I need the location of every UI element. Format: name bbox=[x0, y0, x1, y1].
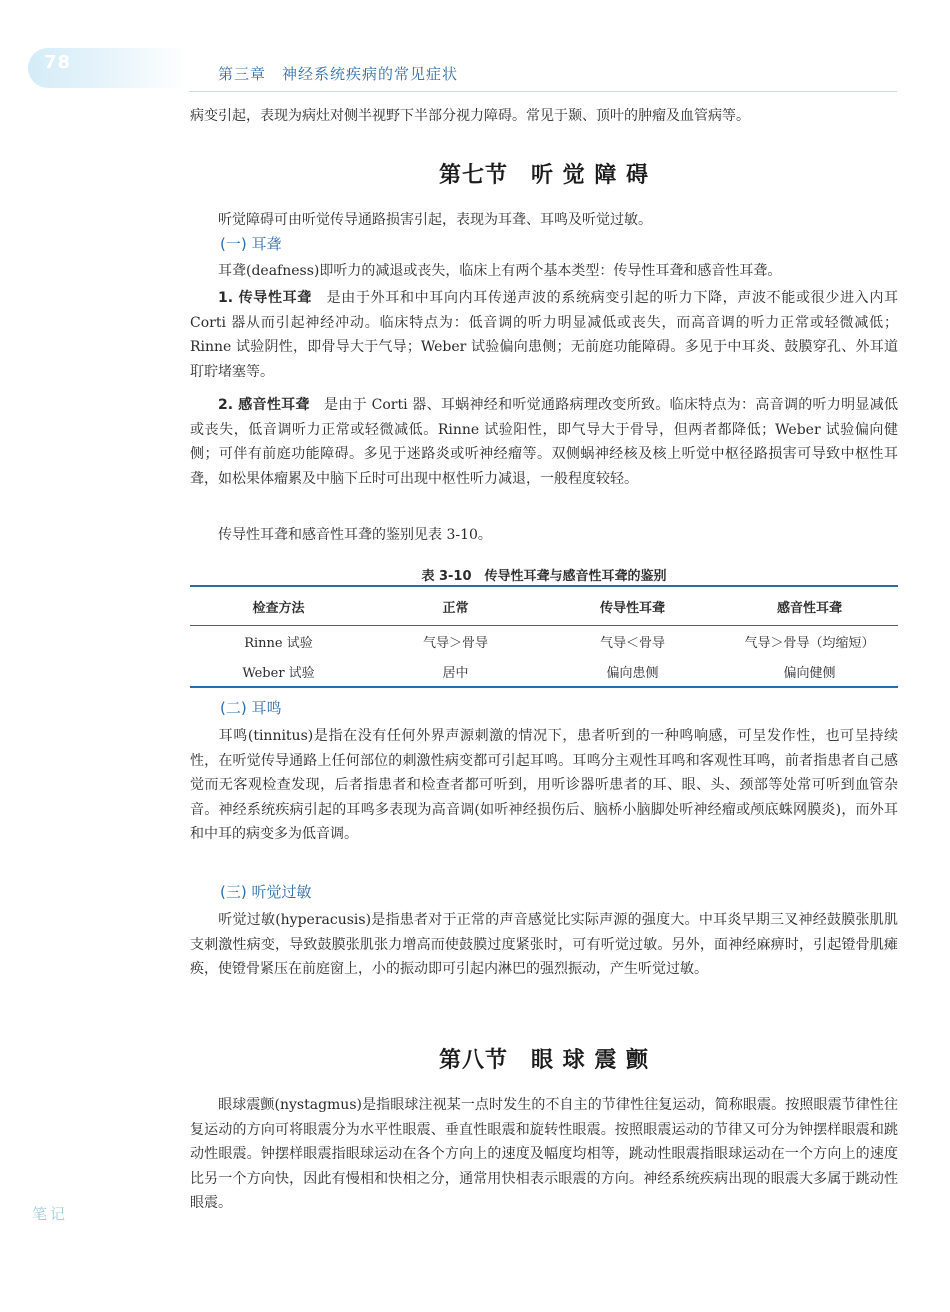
deafness-para: 耳聋(deafness)即听力的减退或丧失，临床上有两个基本类型：传导性耳聋和感音性耳聋。 bbox=[218, 263, 782, 279]
table-header-row bbox=[190, 586, 898, 626]
page-number: 78 bbox=[44, 52, 72, 73]
table-header-normal: 正常 bbox=[367, 586, 544, 626]
section-7-intro: 听觉障碍可由听觉传导通路损害引起，表现为耳聋、耳鸣及听觉过敏。 bbox=[218, 212, 652, 228]
deafness-heading: (一) 耳聋 bbox=[220, 235, 282, 253]
section-7-title: 第七节 听 觉 障 碍 bbox=[439, 163, 649, 188]
hyperacusis-para: 听觉过敏(hyperacusis)是指患者对于正常的声音感觉比实际声源的强度大。中耳炎早期三叉神经鼓膜张肌肌支刺激性病变，导致鼓膜张肌张力增高而使鼓膜过度紧张时，可有听觉过敏。另外，面神经麻痹时，引起镫骨肌瘫痪，使镫骨紧压在前庭窗上，小的振动即可引起内淋巴的强烈振动，产生听觉过敏。 bbox=[190, 912, 898, 977]
tinnitus-heading: (二) 耳鸣 bbox=[220, 699, 282, 717]
sensorineural-deafness-para: 2. 感音性耳聋 是由于 Corti 器、耳蜗神经和听觉通路病理改变所致。临床特点为：高音调的听力明显减低或丧失，低音调听力正常或轻微减低。Rinne 试验阳性，即气导大于骨导，但两者都降低；Weber 试验偏向健侧；可伴有前庭功能障碍。多见于迷路炎或听神经瘤等。双侧蜗神经核及核上听觉中枢径路损害可导致中枢性耳聋，如松果体瘤累及中脑下丘时可出现中枢性听力减退，一般程度较轻。 bbox=[190, 397, 898, 487]
table-cell: 偏向患侧 bbox=[544, 656, 721, 687]
table-cell: 偏向健侧 bbox=[721, 656, 898, 687]
nystagmus-para: 眼球震颤(nystagmus)是指眼球注视某一点时发生的不自主的节律性往复运动，简称眼震。按照眼震节律性往复运动的方向可将眼震分为水平性眼震、垂直性眼震和旋转性眼震。按照眼震运动的节律又可分为钟摆样眼震和跳动性眼震。钟摆样眼震指眼球运动在各个方向上的速度及幅度均相等，跳动性眼震指眼球运动在一个方向上的速度比另一个方向快，因此有慢相和快相之分，通常用快相表示眼震的方向。神经系统疾病出现的眼震大多属于跳动性眼震。 bbox=[190, 1097, 898, 1211]
chapter-title: 第三章 神经系统疾病的常见症状 bbox=[218, 65, 459, 83]
sensorineural-deafness-term: 2. 感音性耳聋 bbox=[218, 397, 310, 413]
table-cell: 气导＜骨导 bbox=[599, 635, 665, 651]
tinnitus-para: 耳鸣(tinnitus)是指在没有任何外界声源刺激的情况下，患者听到的一种鸣响感，可呈发作性，也可呈持续性，在听觉传导通路上任何部位的刺激性病变都可引起耳鸣。耳鸣分主观性耳鸣和客观性耳鸣，前者指患者自己感觉而无客观检查发现，后者指患者和检查者都可听到，用听诊器听患者的耳、眼、头、颈部等处常可听到血管杂音。神经系统疾病引起的耳鸣多表现为高音调(如听神经损伤后、脑桥小脑脚处听神经瘤或颅底蛛网膜炎)，而外耳和中耳的病变多为低音调。 bbox=[190, 728, 898, 842]
header-rule bbox=[189, 91, 897, 92]
table-cell: 气导＞骨导 bbox=[422, 635, 488, 651]
table-cell: 居中 bbox=[367, 656, 544, 687]
table-reference: 传导性耳聋和感音性耳聋的鉴别见表 3-10。 bbox=[218, 527, 492, 543]
hyperacusis-heading: (三) 听觉过敏 bbox=[220, 883, 312, 901]
table-row bbox=[190, 656, 898, 687]
table-header-method: 检查方法 bbox=[190, 586, 367, 626]
section-8-title: 第八节 眼 球 震 颤 bbox=[439, 1048, 649, 1073]
table-header-sensorineural: 感音性耳聋 bbox=[721, 586, 898, 626]
table-cell: 气导＞骨导（均缩短） bbox=[744, 635, 875, 651]
table-cell: Weber 试验 bbox=[190, 656, 367, 687]
conductive-deafness-term: 1. 传导性耳聋 bbox=[218, 290, 312, 306]
conductive-deafness-para: 1. 传导性耳聋 是由于外耳和中耳向内耳传递声波的系统病变引起的听力下降，声波不能或很少进入内耳 Corti 器从而引起神经冲动。临床特点为：低音调的听力明显减低或丧失，而高音调的听力正常或轻微减低；Rinne 试验阴性，即骨导大于气导；Weber 试验偏向患侧；无前庭功能障碍。多见于中耳炎、鼓膜穿孔、外耳道耵聍堵塞等。 bbox=[190, 290, 899, 380]
deafness-comparison-table bbox=[190, 585, 898, 688]
margin-note: 笔记 bbox=[32, 1205, 69, 1223]
table-header-conductive: 传导性耳聋 bbox=[544, 586, 721, 626]
intro-line: 病变引起，表现为病灶对侧半视野下半部分视力障碍。常见于颞、顶叶的肿瘤及血管病等。 bbox=[190, 108, 750, 124]
table-caption: 表 3-10 传导性耳聋与感音性耳聋的鉴别 bbox=[421, 569, 667, 584]
table-cell: Rinne 试验 bbox=[244, 635, 313, 651]
table-row bbox=[190, 626, 898, 657]
